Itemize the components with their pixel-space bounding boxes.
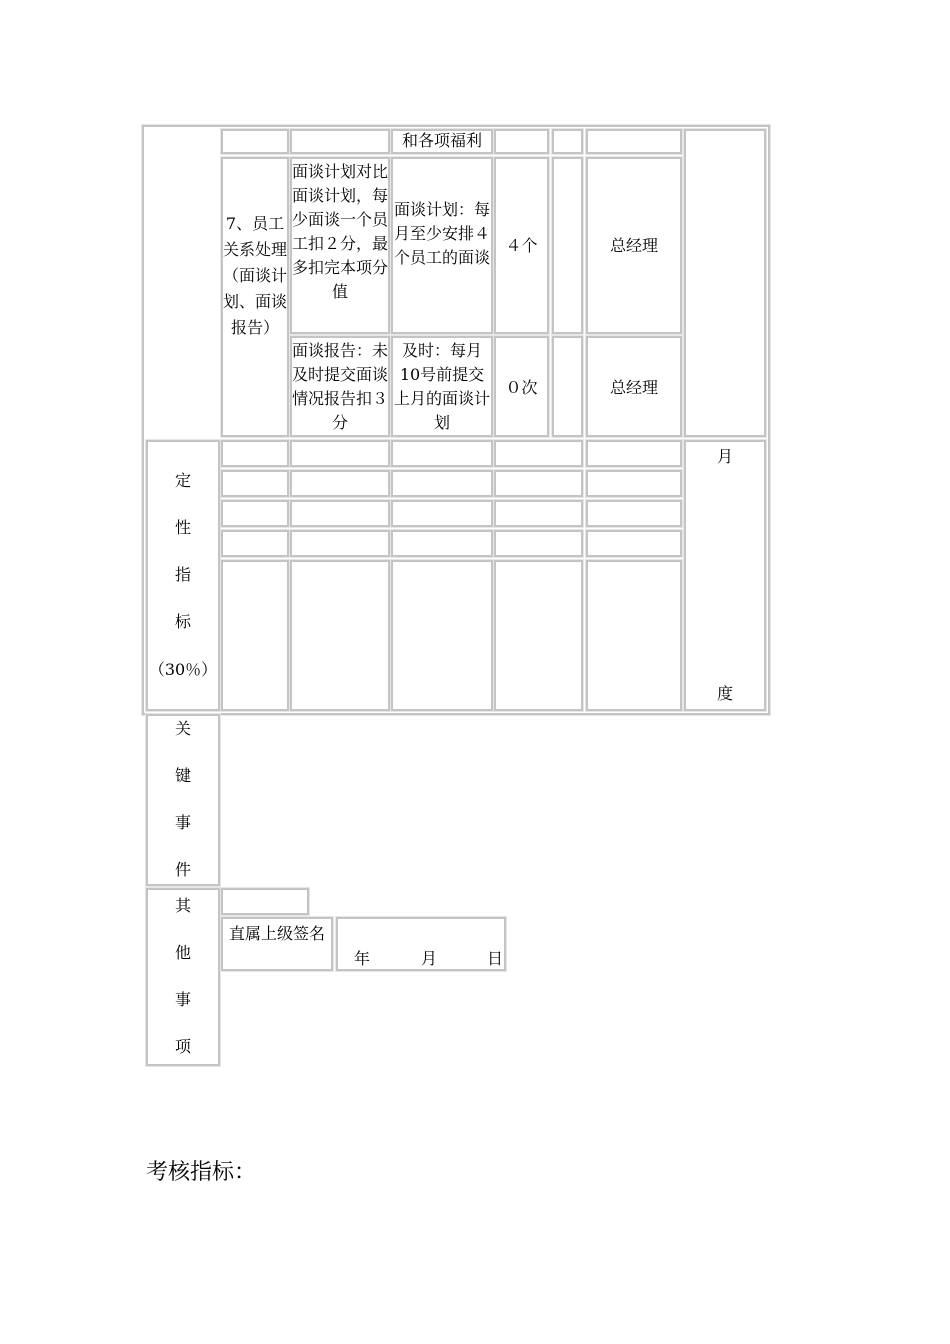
- cell: [290, 470, 390, 497]
- cell: [221, 888, 309, 915]
- qualitative-char: 标: [174, 612, 191, 631]
- cell: [494, 530, 583, 557]
- other-items-char: 项: [174, 1037, 191, 1056]
- key-events-char: 事: [174, 813, 191, 832]
- cell: [391, 440, 493, 467]
- cell-right-top: [684, 129, 766, 437]
- qualitative-char: 定: [174, 471, 191, 490]
- cell: [221, 530, 289, 557]
- report-value-text: ０次: [505, 378, 538, 397]
- period-char: 月: [716, 447, 733, 466]
- period-char: 度: [716, 684, 733, 703]
- signature-label: 直属上级签名: [228, 924, 325, 943]
- cell: [494, 500, 583, 527]
- cell: [586, 440, 682, 467]
- other-items-char: 其: [174, 896, 191, 915]
- cell: [290, 440, 390, 467]
- plan-scoring-text: 面谈计划对比面谈计划，每少面谈一个员工扣２分，最多扣完本项分值: [291, 162, 388, 301]
- cell: [290, 560, 390, 711]
- signature-month: 月: [420, 949, 437, 968]
- cell: [391, 560, 493, 711]
- section-heading: 考核指标：: [146, 1160, 257, 1185]
- key-events-char: 键: [174, 766, 191, 785]
- cell: [494, 440, 583, 467]
- report-scoring-text: 面谈报告：未及时提交面谈情况报告扣３分: [291, 341, 388, 432]
- cell: [290, 530, 390, 557]
- plan-value-text: ４个: [505, 236, 538, 255]
- qualitative-char: 性: [174, 518, 191, 537]
- cell: [221, 500, 289, 527]
- item7-label: 7、员工关系处理（面谈计划、面谈报告）: [222, 214, 287, 337]
- cell: [290, 129, 390, 154]
- qualitative-weight: （30％）: [148, 660, 218, 679]
- cell: [552, 157, 583, 334]
- key-events-char: 关: [174, 719, 191, 738]
- cell: [552, 336, 583, 437]
- cell: [552, 129, 583, 154]
- cell: [391, 500, 493, 527]
- cell: [586, 560, 682, 711]
- signature-day: 日: [486, 949, 503, 968]
- benefits-text: 和各项福利: [401, 131, 482, 150]
- plan-evaluator-text: 总经理: [609, 236, 658, 255]
- cell: [391, 470, 493, 497]
- cell: [494, 129, 549, 154]
- cell: [221, 560, 289, 711]
- cell: [586, 500, 682, 527]
- cell: [586, 470, 682, 497]
- other-items-char: 他: [174, 943, 191, 962]
- report-evaluator-text: 总经理: [609, 378, 658, 397]
- cell: [586, 129, 682, 154]
- signature-year: 年: [353, 949, 370, 968]
- cell: [494, 470, 583, 497]
- other-items-char: 事: [174, 990, 191, 1009]
- cell: [221, 470, 289, 497]
- cell: [221, 440, 289, 467]
- cell: [221, 129, 289, 154]
- key-events-char: 件: [174, 860, 191, 879]
- cell: [586, 530, 682, 557]
- report-target-text: 及时：每月10号前提交上月的面谈计划: [393, 341, 490, 432]
- cell-period: [684, 440, 766, 711]
- qualitative-char: 指: [174, 565, 191, 584]
- cell: [494, 560, 583, 711]
- cell: [290, 500, 390, 527]
- cell: [391, 530, 493, 557]
- plan-target-text: 面谈计划：每月至少安排４个员工的面谈: [393, 200, 490, 267]
